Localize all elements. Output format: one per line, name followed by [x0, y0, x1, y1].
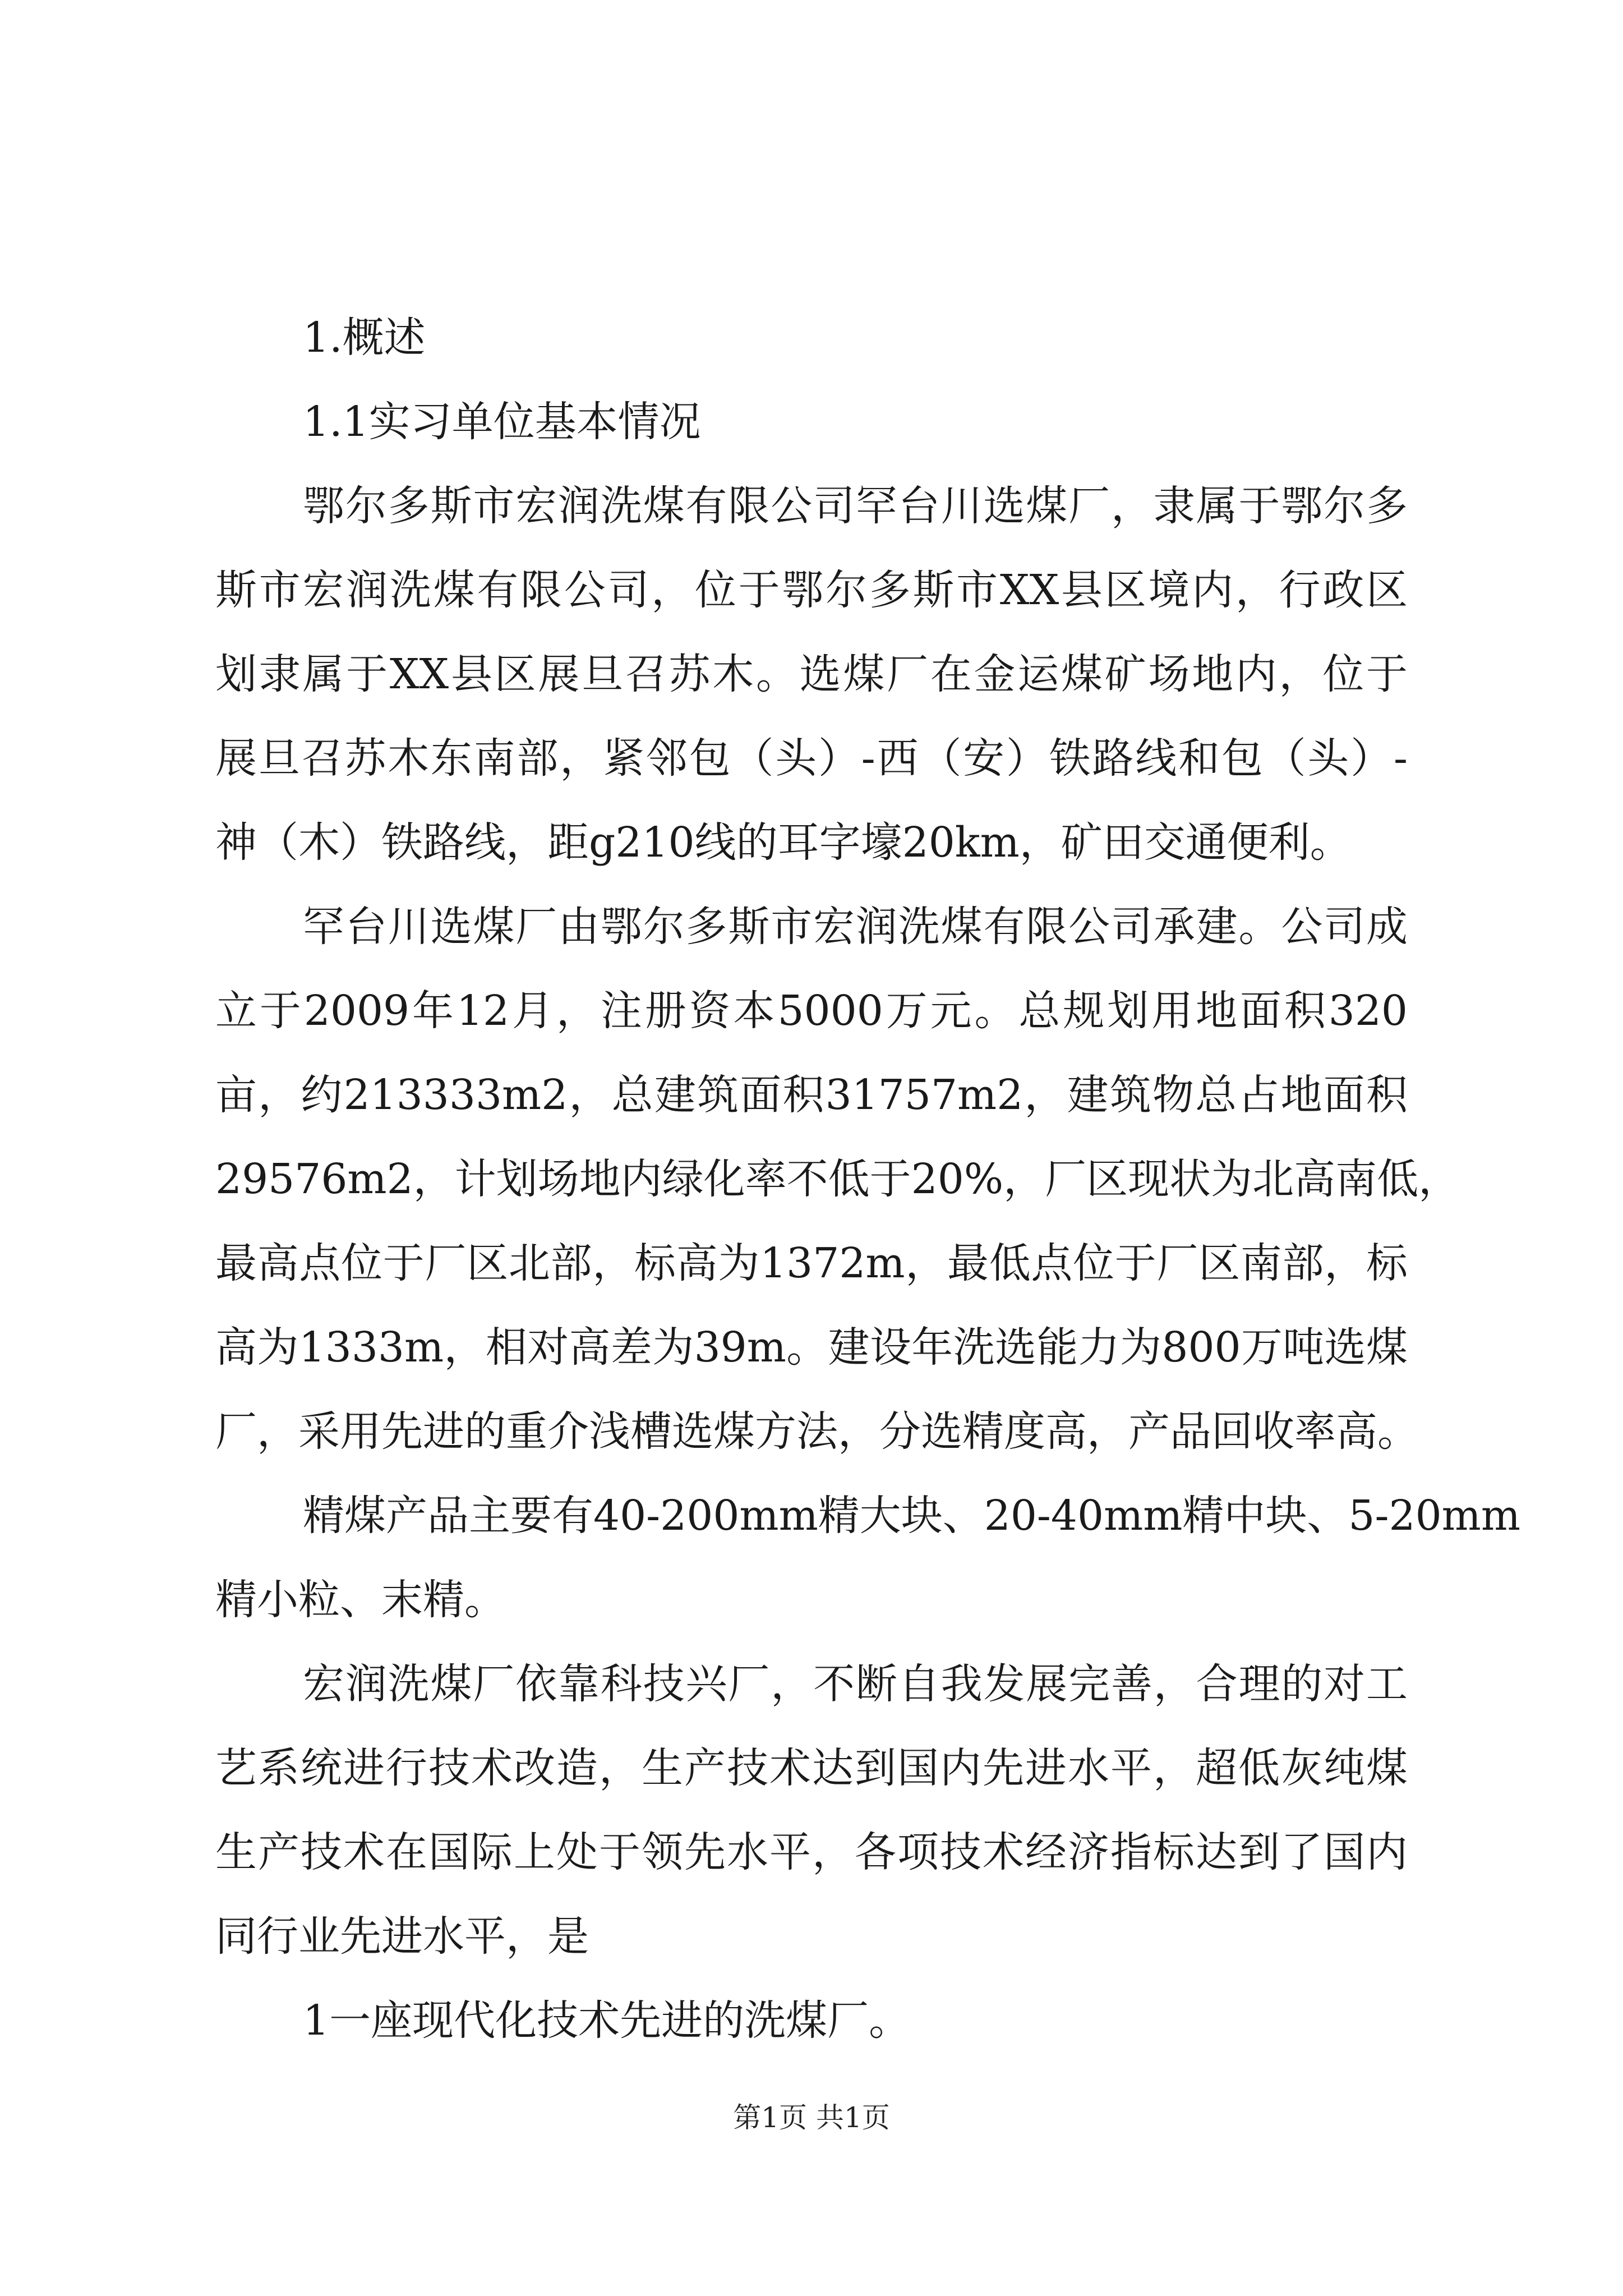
paragraph-1-line-1: 鄂尔多斯市宏润洗煤有限公司罕台川选煤厂，隶属于鄂尔多	[303, 482, 1408, 530]
paragraph-1-line-4: 展旦召苏木东南部，紧邻包（头）-西（安）铁路线和包（头）-	[215, 734, 1408, 783]
paragraph-3-line-2: 精小粒、末精。	[215, 1576, 506, 1624]
subsection-heading: 1.1实习单位基本情况	[303, 398, 701, 446]
paragraph-1-line-5: 神（木）铁路线，距g210线的耳字壕20km，矿田交通便利。	[215, 818, 1352, 867]
paragraph-2-line-1: 罕台川选煤厂由鄂尔多斯市宏润洗煤有限公司承建。公司成	[303, 903, 1408, 951]
paragraph-2-line-7: 厂，采用先进的重介浅槽选煤方法，分选精度高，产品回收率高。	[215, 1407, 1419, 1456]
paragraph-4-line-4: 同行业先进水平，是	[215, 1912, 589, 1961]
paragraph-2-line-4: 29576m2，计划场地内绿化率不低于20%，厂区现状为北高南低，	[215, 1155, 1460, 1203]
paragraph-3-line-1: 精煤产品主要有40-200mm精大块、20-40mm精中块、5-20mm	[303, 1492, 1521, 1540]
paragraph-5-line-1: 1一座现代化技术先进的洗煤厂。	[303, 1996, 911, 2045]
paragraph-4-line-1: 宏润洗煤厂依靠科技兴厂，不断自我发展完善，合理的对工	[303, 1660, 1408, 1708]
paragraph-2-line-2: 立于2009年12月，注册资本5000万元。总规划用地面积320	[215, 987, 1408, 1035]
paragraph-4-line-2: 艺系统进行技术改造，生产技术达到国内先进水平，超低灰纯煤	[215, 1744, 1408, 1792]
paragraph-1-line-3: 划隶属于XX县区展旦召苏木。选煤厂在金运煤矿场地内，位于	[215, 650, 1408, 698]
page-footer: 第1页 共1页	[733, 2101, 890, 2134]
section-heading: 1.概述	[303, 314, 426, 362]
paragraph-4-line-3: 生产技术在国际上处于领先水平，各项技术经济指标达到了国内	[215, 1828, 1408, 1876]
paragraph-2-line-5: 最高点位于厂区北部，标高为1372m，最低点位于厂区南部，标	[215, 1239, 1408, 1287]
paragraph-2-line-3: 亩，约213333m2，总建筑面积31757m2，建筑物总占地面积	[215, 1071, 1408, 1119]
paragraph-1-line-2: 斯市宏润洗煤有限公司，位于鄂尔多斯市XX县区境内，行政区	[215, 566, 1408, 614]
paragraph-2-line-6: 高为1333m，相对高差为39m。建设年洗选能力为800万吨选煤	[215, 1323, 1408, 1372]
